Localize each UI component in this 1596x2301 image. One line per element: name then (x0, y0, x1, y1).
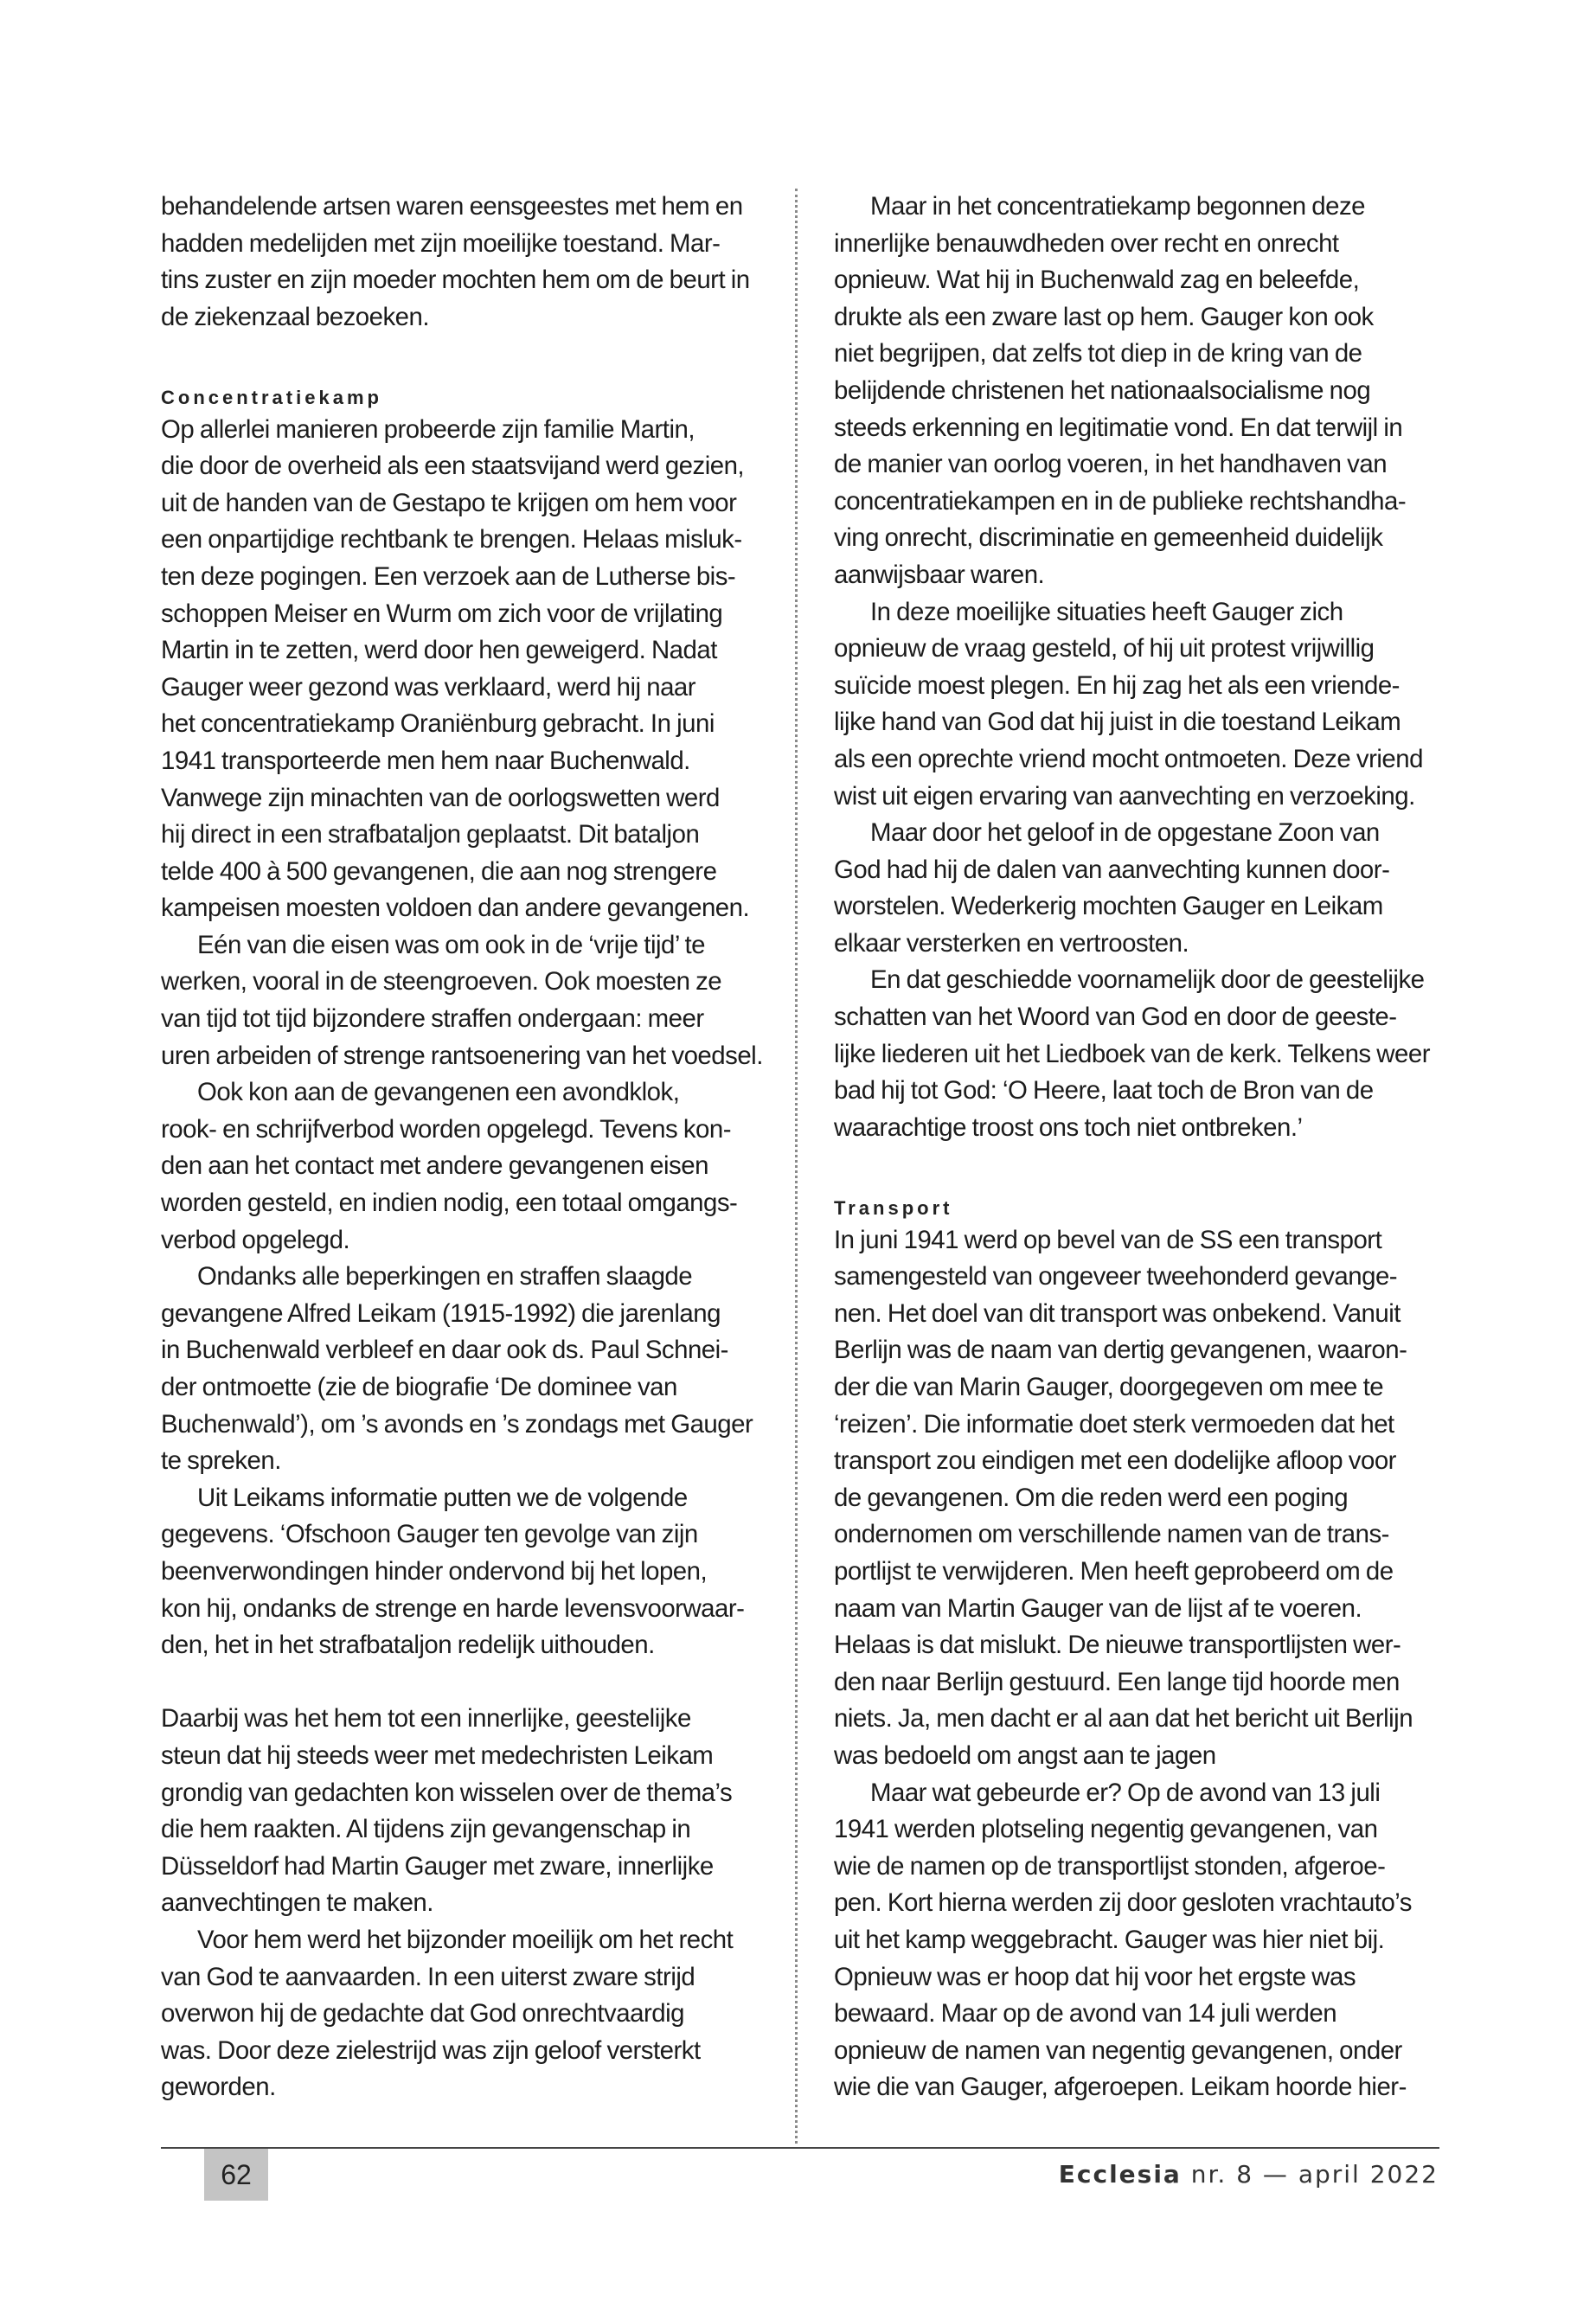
text-line: wist uit eigen ervaring van aanvechting en verzoeking. (834, 781, 1415, 811)
text-line: Daarbij was het hem tot een innerlijke, geestelijke (161, 1704, 691, 1734)
text-line: den aan het contact met andere gevangenen eisen (161, 1151, 708, 1181)
text-line: lijke liederen uit het Liedboek van de kerk. Telkens weer (834, 1039, 1430, 1068)
text-line: uren arbeiden of strenge rantsoenering van het voedsel. (161, 1041, 763, 1070)
text-line: ten deze pogingen. Een verzoek aan de Lutherse bis- (161, 561, 736, 591)
text-line: beenverwondingen hinder ondervond bij het lopen, (161, 1556, 708, 1586)
text-line: van God te aanvaarden. In een uiterst zware strijd (161, 1962, 695, 1991)
text-line: steeds erkenning en legitimatie vond. En dat terwijl in (834, 413, 1403, 442)
paragraph (161, 1480, 784, 1664)
text-line: Maar in het concentratiekamp begonnen deze (870, 192, 1366, 221)
text-line: drukte als een zware last op hem. Gauger kon ook (834, 302, 1374, 331)
text-line: Martin in te zetten, werd door hen geweigerd. Nadat (161, 636, 717, 665)
section-heading-transport: Transport (834, 1197, 953, 1220)
text-line: gegevens. ‘Ofschoon Gauger ten gevolge van zijn (161, 1520, 698, 1549)
text-line: steun dat hij steeds weer met medechristen Leikam (161, 1740, 714, 1770)
text-line: telde 400 à 500 gevangenen, die aan nog strengere (161, 856, 717, 886)
text-line: wie die van Gauger, afgeroepen. Leikam hoorde hier- (834, 2073, 1407, 2102)
section-heading-concentratiekamp: Concentratiekamp (161, 386, 382, 408)
text-line: In juni 1941 werd op bevel van de SS een transport (834, 1225, 1382, 1254)
text-line: de manier van oorlog voeren, in het handhaven van (834, 450, 1388, 479)
text-line: Eén van die eisen was om ook in de ‘vrije tijd’ te (197, 930, 705, 959)
text-line: Uit Leikams informatie putten we de volgende (197, 1483, 688, 1512)
text-line: pen. Kort hierna werden zij door gesloten vrachtauto’s (834, 1888, 1412, 1918)
text-line: samengesteld van ongeveer tweehonderd gevange- (834, 1262, 1398, 1292)
text-line: hij direct in een strafbataljon geplaatst. Dit bataljon (161, 820, 700, 849)
paragraph (834, 594, 1457, 816)
text-line: der ontmoette (zie de biografie ‘De dominee van (161, 1373, 677, 1401)
text-line: overwon hij de gedachte dat God onrechtvaardig (161, 1999, 684, 2029)
text-line: het concentratiekamp Oraniënburg gebracht. In juni (161, 709, 715, 739)
text-line: bewaard. Maar op de avond van 14 juli werden (834, 1999, 1337, 2029)
text-line: te spreken. (161, 1446, 281, 1476)
text-line: van tijd tot tijd bijzondere straffen ondergaan: meer (161, 1004, 704, 1034)
text-line: tins zuster en zijn moeder mochten hem om de beurt in (161, 266, 750, 295)
text-line: ‘reizen’. Die informatie doet sterk vermoeden dat het (834, 1409, 1394, 1439)
text-line: gevangene Alfred Leikam (1915-1992) die jarenlang (161, 1298, 721, 1328)
text-line: een onpartijdige rechtbank te brengen. Helaas misluk- (161, 525, 742, 554)
text-line: worden gesteld, en indien nodig, een totaal omgangs- (161, 1189, 738, 1218)
text-line: was bedoeld om angst aan te jagen (834, 1740, 1216, 1770)
text-line: Maar wat gebeurde er? Op de avond van 13 juli (870, 1778, 1381, 1807)
text-line: Ondanks alle beperkingen en straffen slaagde (197, 1262, 693, 1292)
text-line: kampeisen moesten voldoen dan andere gevangenen. (161, 894, 750, 923)
text-line: 1941 werden plotseling negentig gevangenen, van (834, 1815, 1378, 1844)
text-line: in Buchenwald verbleef en daar ook ds. Paul Schnei- (161, 1336, 728, 1365)
text-line: der die van Marin Gauger, doorgegeven om mee te (834, 1373, 1384, 1401)
text-line: opnieuw de vraag gesteld, of hij uit protest vrijwillig (834, 634, 1375, 663)
text-line: suïcide moest plegen. En hij zag het als een vriende- (834, 670, 1400, 700)
paragraph (161, 1701, 784, 1922)
text-line: belijdende christenen het nationaalsocialisme nog (834, 375, 1371, 405)
text-line: niets. Ja, men dacht er al aan dat het bericht uit Berlijn (834, 1704, 1413, 1734)
text-line: Voor hem werd het bijzonder moeilijk om het recht (197, 1925, 734, 1954)
text-line: naam van Martin Gauger van de lijst af te voeren. (834, 1593, 1362, 1623)
paragraph (834, 815, 1457, 962)
text-line: rook- en schrijfverbod worden opgelegd. Tevens kon- (161, 1114, 732, 1144)
text-line: In deze moeilijke situaties heeft Gauger zich (870, 597, 1343, 626)
text-line: den naar Berlijn gestuurd. Een lange tijd hoorde men (834, 1667, 1400, 1696)
text-line: 1941 transporteerde men hem naar Buchenwald. (161, 746, 690, 775)
paragraph (161, 1074, 784, 1259)
text-line: opnieuw. Wat hij in Buchenwald zag en beleefde, (834, 266, 1360, 295)
paragraph (834, 1222, 1457, 1775)
text-line: schatten van het Woord van God en door de geeste- (834, 1003, 1397, 1032)
text-line: portlijst te verwijderen. Men heeft geprobeerd om de (834, 1556, 1394, 1586)
paragraph (834, 962, 1457, 1146)
text-line: En dat geschiedde voornamelijk door de geestelijke (870, 965, 1425, 995)
footer-rule (161, 2147, 1439, 2149)
text-line: kon hij, ondanks de strenge en harde levensvoorwaar- (161, 1593, 745, 1623)
journal-name: Ecclesia (1058, 2160, 1182, 2189)
text-line: Düsseldorf had Martin Gauger met zware, innerlijke (161, 1851, 714, 1881)
paragraph (834, 189, 1457, 594)
text-line: innerlijke benauwdheden over recht en onrecht (834, 228, 1339, 258)
text-line: aanwijsbaar waren. (834, 560, 1045, 589)
text-line: Berlijn was de naam van dertig gevangenen, waaron- (834, 1336, 1407, 1365)
paragraph (834, 1775, 1457, 2106)
text-line: werken, vooral in de steengroeven. Ook moesten ze (161, 967, 722, 997)
text-line: hadden medelijden met zijn moeilijke toestand. Mar- (161, 228, 721, 258)
text-line: transport zou eindigen met een dodelijke afloop voor (834, 1446, 1396, 1476)
text-line: uit de handen van de Gestapo te krijgen om hem voor (161, 488, 737, 517)
text-line: Helaas is dat mislukt. De nieuwe transportlijsten wer- (834, 1631, 1401, 1660)
text-line: ving onrecht, discriminatie en gemeenheid duidelijk (834, 523, 1383, 553)
text-line: wie de namen op de transportlijst stonden, afgeroe- (834, 1851, 1386, 1881)
left-column (161, 189, 784, 2106)
text-line: als een oprechte vriend mocht ontmoeten. Deze vriend (834, 744, 1423, 773)
text-line: Gauger weer gezond was verklaard, werd hij naar (161, 672, 696, 702)
text-line: opnieuw de namen van negentig gevangenen, onder (834, 2035, 1402, 2065)
paragraph (161, 189, 784, 336)
text-line: nen. Het doel van dit transport was onbekend. Vanuit (834, 1298, 1401, 1328)
text-line: Vanwege zijn minachten van de oorlogswetten werd (161, 783, 720, 812)
text-line: Buchenwald’), om ’s avonds en ’s zondags met Gauger (161, 1409, 753, 1439)
text-line: schoppen Meiser en Wurm om zich voor de vrijlating (161, 599, 723, 628)
text-line: de ziekenzaal bezoeken. (161, 302, 430, 331)
text-line: behandelende artsen waren eensgeestes met hem en (161, 192, 743, 221)
text-line: geworden. (161, 2073, 276, 2102)
issue-info: nr. 8 — april 2022 (1181, 2160, 1439, 2189)
paragraph (161, 927, 784, 1074)
text-line: de gevangenen. Om die reden werd een poging (834, 1483, 1349, 1512)
paragraph (161, 412, 784, 927)
text-line: lijke hand van God dat hij juist in die toestand Leikam (834, 708, 1401, 737)
text-line: concentratiekampen en in de publieke rechtshandha- (834, 486, 1407, 516)
text-line: worstelen. Wederkerig mochten Gauger en Leikam (834, 892, 1383, 921)
text-line: aanvechtingen te maken. (161, 1888, 433, 1918)
text-line: uit het kamp weggebracht. Gauger was hier niet bij. (834, 1925, 1385, 1954)
text-line: bad hij tot God: ‘O Heere, laat toch de Bron van de (834, 1076, 1374, 1106)
text-line: Maar door het geloof in de opgestane Zoon van (870, 818, 1380, 848)
right-column (834, 189, 1457, 2106)
text-line: ondernomen om verschillende namen van de trans- (834, 1520, 1389, 1549)
text-line: die hem raakten. Al tijdens zijn gevangenschap in (161, 1815, 691, 1844)
text-line: die door de overheid als een staatsvijand werd gezien, (161, 452, 745, 481)
paragraph (161, 1922, 784, 2106)
text-line: waarachtige troost ons toch niet ontbreken.’ (834, 1112, 1303, 1142)
page-number: 62 (204, 2149, 268, 2201)
text-line: Ook kon aan de gevangenen een avondklok, (197, 1078, 680, 1107)
text-line: Opnieuw was er hoop dat hij voor het ergste was (834, 1962, 1356, 1991)
text-line: Op allerlei manieren probeerde zijn familie Martin, (161, 414, 695, 444)
text-line: grondig van gedachten kon wisselen over de thema’s (161, 1778, 733, 1807)
footer-publication (1059, 2154, 1439, 2195)
paragraph (161, 1259, 784, 1480)
text-line: God had hij de dalen van aanvechting kunnen door- (834, 855, 1390, 884)
text-line: niet begrijpen, dat zelfs tot diep in de kring van de (834, 339, 1362, 369)
text-line: was. Door deze zielestrijd was zijn geloof versterkt (161, 2035, 701, 2065)
text-line: verbod opgelegd. (161, 1225, 350, 1254)
column-divider (795, 189, 798, 2144)
text-line: den, het in het strafbataljon redelijk uithouden. (161, 1631, 655, 1660)
text-line: elkaar versterken en vertroosten. (834, 928, 1189, 958)
